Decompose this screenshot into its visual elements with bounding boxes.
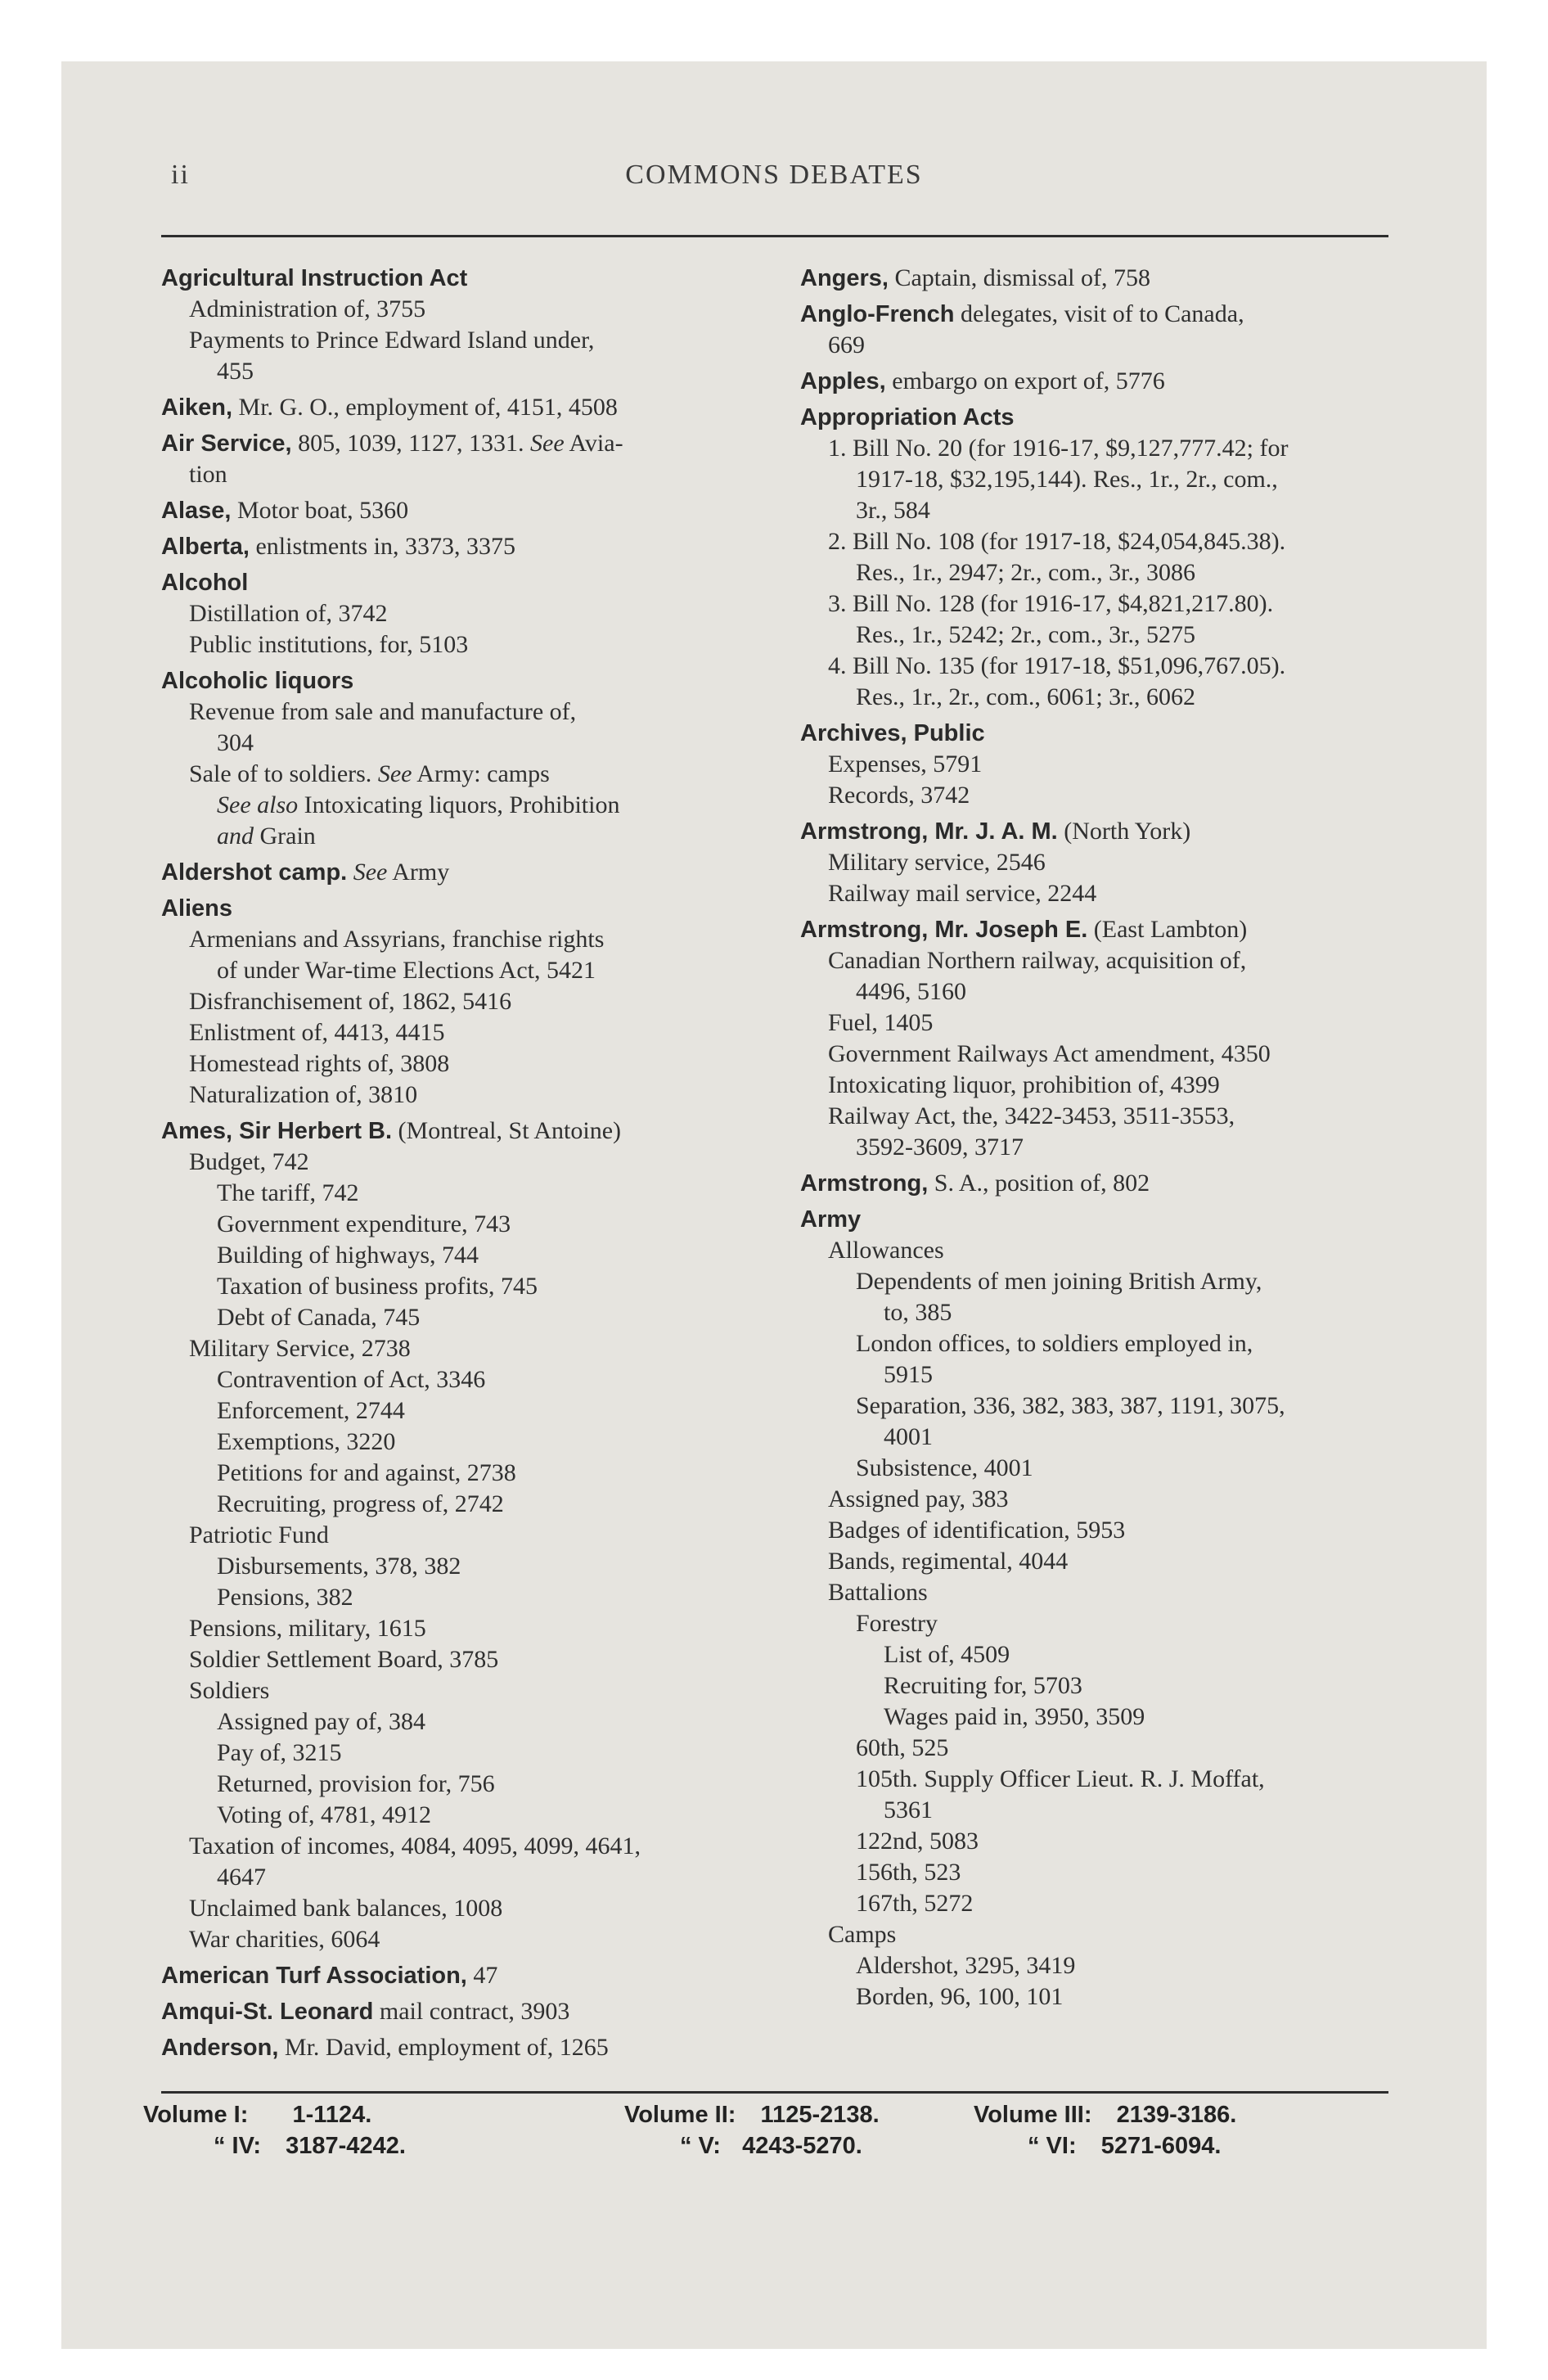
- entry-text: 669: [828, 331, 865, 358]
- index-subentry: [161, 1364, 783, 1395]
- entry-text: Revenue from sale and manufacture of,: [189, 698, 577, 725]
- entry-text: Petitions for and against, 2738: [217, 1459, 516, 1486]
- index-subentry: [800, 495, 1422, 526]
- entry-text: 156th, 523: [856, 1859, 961, 1886]
- index-subentry: [800, 1007, 1422, 1039]
- index-heading-entry: [800, 1204, 1422, 1235]
- entry-text: of under War-time Elections Act, 5421: [217, 957, 596, 984]
- entry-text: Army: [387, 859, 450, 886]
- index-subentry: [161, 1333, 783, 1364]
- index-subentry: [800, 1266, 1422, 1297]
- entry-text: 4. Bill No. 135 (for 1917-18, $51,096,767.05).: [828, 652, 1286, 679]
- heading-term: Agricultural Instruction Act: [161, 265, 468, 291]
- entry-text: 455: [217, 358, 254, 385]
- heading-term: Armstrong, Mr. Joseph E.: [800, 917, 1088, 943]
- index-subentry: [161, 1613, 783, 1644]
- index-subentry: [161, 924, 783, 955]
- index-subentry: [800, 1670, 1422, 1702]
- entry-text: Dependents of men joining British Army,: [856, 1268, 1262, 1295]
- entry-text: 3r., 584: [856, 497, 930, 524]
- entry-text: Mr. G. O., employment of, 4151, 4508: [232, 394, 618, 421]
- entry-text: 4001: [884, 1423, 933, 1450]
- volume-label: Volume I:: [143, 2102, 249, 2128]
- entry-text: 4647: [217, 1864, 266, 1891]
- entry-text: Distillation of, 3742: [189, 600, 388, 627]
- index-column-left: [161, 258, 783, 2063]
- entry-text: Government expenditure, 743: [217, 1210, 511, 1237]
- entry-text: Soldier Settlement Board, 3785: [189, 1646, 499, 1673]
- index-subentry: [800, 1359, 1422, 1391]
- scanned-page: [61, 61, 1487, 2349]
- index-subentry: [800, 1391, 1422, 1422]
- entry-text: 2. Bill No. 108 (for 1917-18, $24,054,845.38).: [828, 528, 1286, 555]
- entry-text: 805, 1039, 1127, 1331.: [291, 430, 530, 457]
- entry-text: Fuel, 1405: [828, 1009, 934, 1036]
- entry-text: Homestead rights of, 3808: [189, 1050, 450, 1077]
- index-subentry: [161, 1924, 783, 1955]
- volume-label: Volume III:: [974, 2102, 1092, 2128]
- entry-text: War charities, 6064: [189, 1926, 380, 1953]
- entry-text: The tariff, 742: [217, 1179, 359, 1206]
- entry-text: Payments to Prince Edward Island under,: [189, 327, 595, 354]
- entry-text: Exemptions, 3220: [217, 1428, 396, 1455]
- index-subentry: [800, 1577, 1422, 1608]
- entry-text: Railway Act, the, 3422-3453, 3511-3553,: [828, 1102, 1235, 1129]
- entry-text: 3. Bill No. 128 (for 1916-17, $4,821,217.80).: [828, 590, 1274, 617]
- index-subentry: [800, 1888, 1422, 1919]
- index-subentry: [161, 1738, 783, 1769]
- index-subentry: [800, 945, 1422, 976]
- entry-text: Sale of to soldiers.: [189, 760, 378, 787]
- index-subentry: [800, 1826, 1422, 1857]
- index-subentry: [800, 878, 1422, 909]
- index-subentry: [800, 1857, 1422, 1888]
- entry-text: Contravention of Act, 3346: [217, 1366, 486, 1393]
- entry-text: Patriotic Fund: [189, 1521, 329, 1548]
- index-subentry: [800, 1453, 1422, 1484]
- index-subentry: [800, 976, 1422, 1007]
- heading-term: Apples,: [800, 368, 886, 394]
- index-subentry: [161, 1458, 783, 1489]
- index-subentry: [161, 325, 783, 356]
- entry-text: mail contract, 3903: [373, 1998, 570, 2025]
- index-heading-entry: [800, 718, 1422, 749]
- entry-text: Pensions, 382: [217, 1584, 353, 1611]
- entry-text: 47: [466, 1962, 498, 1989]
- entry-text: Canadian Northern railway, acquisition of,: [828, 947, 1247, 974]
- index-subentry: [161, 1893, 783, 1924]
- index-subentry: [161, 1769, 783, 1800]
- index-heading-entry: [161, 495, 783, 526]
- entry-text: Disbursements, 378, 382: [217, 1553, 461, 1580]
- index-subentry: [800, 1101, 1422, 1132]
- heading-term: Aiken,: [161, 394, 233, 421]
- entry-text: Forestry: [856, 1610, 938, 1637]
- entry-text: Pay of, 3215: [217, 1739, 342, 1766]
- footer-item: [974, 2102, 1236, 2129]
- entry-text: 4496, 5160: [856, 978, 966, 1005]
- index-subentry: [800, 464, 1422, 495]
- index-heading-entry: [161, 665, 783, 696]
- index-heading-entry: [161, 2032, 783, 2063]
- index-subentry: [800, 1981, 1422, 2013]
- heading-term: Aliens: [161, 895, 233, 922]
- index-subentry: [161, 1862, 783, 1893]
- heading-term: Alcohol: [161, 570, 249, 596]
- volume-label: “ IV:: [214, 2133, 262, 2159]
- entry-text: Allowances: [828, 1237, 944, 1264]
- entry-text: embargo on export of, 5776: [885, 367, 1165, 394]
- entry-text: Wages paid in, 3950, 3509: [884, 1703, 1145, 1730]
- index-subentry: [161, 1240, 783, 1271]
- index-subentry: [161, 986, 783, 1017]
- index-subentry: [161, 1271, 783, 1302]
- index-subentry: [800, 1297, 1422, 1328]
- entry-text: Soldiers: [189, 1677, 270, 1704]
- heading-term: Alberta,: [161, 534, 250, 560]
- entry-text: Aldershot, 3295, 3419: [856, 1952, 1076, 1979]
- entry-text: Recruiting for, 5703: [884, 1672, 1082, 1699]
- footer-item: [214, 2133, 406, 2160]
- volume-range: 1-1124.: [292, 2102, 372, 2128]
- index-subentry: [800, 749, 1422, 780]
- heading-term: Amqui-St. Leonard: [161, 1999, 374, 2025]
- heading-term: Anglo-French: [800, 301, 955, 327]
- heading-term: Aldershot camp.: [161, 859, 348, 886]
- entry-text: Motor boat, 5360: [231, 497, 409, 524]
- entry-text: Army: camps: [412, 760, 550, 787]
- index-subentry: [161, 1706, 783, 1738]
- entry-text: 3592-3609, 3717: [856, 1134, 1024, 1161]
- entry-text: 304: [217, 729, 254, 756]
- index-subentry: [800, 1546, 1422, 1577]
- index-subentry: [161, 1147, 783, 1178]
- volume-range: 1125-2138.: [760, 2102, 880, 2128]
- entry-text: Assigned pay of, 384: [217, 1708, 425, 1735]
- entry-text: Taxation of incomes, 4084, 4095, 4099, 4641,: [189, 1832, 641, 1859]
- index-subentry: [800, 1132, 1422, 1163]
- cross-reference-see: See: [530, 430, 565, 457]
- index-subentry: [800, 1608, 1422, 1639]
- entry-text: Camps: [828, 1921, 897, 1948]
- heading-term: Air Service,: [161, 430, 292, 457]
- index-subentry: [800, 1235, 1422, 1266]
- index-subentry: [161, 1427, 783, 1458]
- entry-text: Records, 3742: [828, 782, 970, 809]
- cross-reference-see: and: [217, 823, 254, 850]
- volume-range: 3187-4242.: [286, 2133, 406, 2159]
- entry-text: Assigned pay, 383: [828, 1485, 1009, 1512]
- entry-text: London offices, to soldiers employed in,: [856, 1330, 1253, 1357]
- entry-text: (East Lambton): [1087, 916, 1248, 943]
- index-heading-entry: [161, 428, 783, 459]
- entry-text: Intoxicating liquor, prohibition of, 4399: [828, 1071, 1220, 1098]
- heading-term: Ames, Sir Herbert B.: [161, 1118, 393, 1144]
- heading-term: Appropriation Acts: [800, 404, 1015, 430]
- index-subentry: [161, 356, 783, 387]
- index-subentry: [161, 459, 783, 490]
- page-folio: ii: [171, 160, 190, 190]
- index-heading-entry: [161, 1960, 783, 1991]
- entry-text: Res., 1r., 5242; 2r., com., 3r., 5275: [856, 621, 1195, 648]
- index-heading-entry: [800, 914, 1422, 945]
- entry-text: [347, 859, 353, 886]
- index-subentry: [161, 1489, 783, 1520]
- index-subentry: [161, 728, 783, 759]
- index-subentry: [800, 526, 1422, 557]
- volume-range: 4243-5270.: [742, 2133, 862, 2159]
- index-subentry: [161, 1520, 783, 1551]
- entry-text: (Montreal, St Antoine): [392, 1117, 622, 1144]
- index-subentry: [800, 1702, 1422, 1733]
- index-subentry: [161, 1800, 783, 1831]
- index-heading-entry: [161, 531, 783, 562]
- index-subentry: [800, 847, 1422, 878]
- index-subentry: [800, 1795, 1422, 1826]
- index-subentry: [161, 955, 783, 986]
- index-heading-entry: [161, 857, 783, 888]
- entry-text: Unclaimed bank balances, 1008: [189, 1895, 503, 1922]
- footer-item: [143, 2102, 371, 2129]
- entry-text: Intoxicating liquors, Prohibition: [298, 791, 620, 818]
- entry-text: Returned, provision for, 756: [217, 1770, 495, 1797]
- index-subentry: [800, 433, 1422, 464]
- entry-text: Armenians and Assyrians, franchise rights: [189, 926, 605, 953]
- entry-text: 5915: [884, 1361, 933, 1388]
- entry-text: Naturalization of, 3810: [189, 1081, 418, 1108]
- index-heading-entry: [161, 392, 783, 423]
- heading-term: Alase,: [161, 498, 232, 524]
- index-subentry: [161, 1675, 783, 1706]
- index-heading-entry: [800, 402, 1422, 433]
- entry-text: Administration of, 3755: [189, 295, 426, 322]
- entry-text: Taxation of business profits, 745: [217, 1273, 538, 1300]
- entry-text: Captain, dismissal of, 758: [888, 264, 1150, 291]
- entry-text: Public institutions, for, 5103: [189, 631, 469, 658]
- index-heading-entry: [800, 1168, 1422, 1199]
- entry-text: Military service, 2546: [828, 849, 1046, 876]
- index-subentry: [161, 1048, 783, 1080]
- entry-text: Enlistment of, 4413, 4415: [189, 1019, 445, 1046]
- index-subentry: [800, 1328, 1422, 1359]
- heading-term: Armstrong, Mr. J. A. M.: [800, 818, 1058, 845]
- index-subentry: [800, 1733, 1422, 1764]
- volume-label: Volume II:: [624, 2102, 736, 2128]
- entry-text: Borden, 96, 100, 101: [856, 1983, 1064, 2010]
- entry-text: (North York): [1057, 818, 1191, 845]
- entry-text: Res., 1r., 2947; 2r., com., 3r., 3086: [856, 559, 1195, 586]
- index-subentry: [161, 1209, 783, 1240]
- page-header: [61, 160, 1487, 201]
- heading-term: Army: [800, 1206, 862, 1233]
- heading-term: Archives, Public: [800, 720, 985, 746]
- index-heading-entry: [161, 263, 783, 294]
- entry-text: Military Service, 2738: [189, 1335, 411, 1362]
- entry-text: Voting of, 4781, 4912: [217, 1801, 431, 1828]
- index-subentry: [161, 1831, 783, 1862]
- page-title: COMMONS DEBATES: [625, 160, 923, 190]
- entry-text: to, 385: [884, 1299, 952, 1326]
- index-subentry: [800, 620, 1422, 651]
- entry-text: delegates, visit of to Canada,: [954, 300, 1244, 327]
- entry-text: Enforcement, 2744: [217, 1397, 405, 1424]
- header-rule: [161, 235, 1388, 237]
- index-subentry: [161, 1302, 783, 1333]
- entry-text: 5361: [884, 1796, 933, 1823]
- index-subentry: [161, 1080, 783, 1111]
- index-subentry: [161, 294, 783, 325]
- entry-text: 60th, 525: [856, 1734, 949, 1761]
- index-subentry: [161, 696, 783, 728]
- entry-text: Bands, regimental, 4044: [828, 1548, 1069, 1575]
- volume-label: “ V:: [680, 2133, 721, 2159]
- index-subentry: [800, 1950, 1422, 1981]
- index-heading-entry: [800, 299, 1422, 330]
- index-subentry: [800, 588, 1422, 620]
- cross-reference-see: See: [353, 859, 388, 886]
- index-subentry: [800, 682, 1422, 713]
- cross-reference-see: See: [377, 760, 412, 787]
- entry-text: Expenses, 5791: [828, 751, 983, 778]
- index-subentry: [800, 1484, 1422, 1515]
- index-heading-entry: [800, 816, 1422, 847]
- heading-term: Angers,: [800, 265, 889, 291]
- entry-text: Separation, 336, 382, 383, 387, 1191, 3075,: [856, 1392, 1285, 1419]
- volume-range: 5271-6094.: [1100, 2133, 1222, 2159]
- index-subentry: [161, 629, 783, 660]
- entry-text: Budget, 742: [189, 1148, 309, 1175]
- entry-text: Badges of identification, 5953: [828, 1517, 1126, 1544]
- footer-rule: [161, 2091, 1388, 2094]
- index-heading-entry: [161, 1996, 783, 2027]
- index-subentry: [161, 1017, 783, 1048]
- index-subentry: [800, 330, 1422, 361]
- heading-term: Alcoholic liquors: [161, 668, 354, 694]
- index-subentry: [800, 557, 1422, 588]
- index-subentry: [161, 821, 783, 852]
- index-subentry: [800, 1764, 1422, 1795]
- entry-text: 1. Bill No. 20 (for 1916-17, $9,127,777.42; for: [828, 435, 1289, 462]
- entry-text: Recruiting, progress of, 2742: [217, 1490, 504, 1517]
- index-subentry: [800, 1919, 1422, 1950]
- entry-text: Pensions, military, 1615: [189, 1615, 426, 1642]
- index-heading-entry: [161, 1116, 783, 1147]
- index-subentry: [800, 1070, 1422, 1101]
- index-heading-entry: [800, 366, 1422, 397]
- entry-text: List of, 4509: [884, 1641, 1010, 1668]
- entry-text: Disfranchisement of, 1862, 5416: [189, 988, 512, 1015]
- index-subentry: [161, 790, 783, 821]
- entry-text: Government Railways Act amendment, 4350: [828, 1040, 1271, 1067]
- index-heading-entry: [161, 893, 783, 924]
- entry-text: Mr. David, employment of, 1265: [278, 2034, 609, 2061]
- volume-range: 2139-3186.: [1116, 2102, 1237, 2128]
- index-heading-entry: [800, 263, 1422, 294]
- heading-term: Anderson,: [161, 2035, 279, 2061]
- footer-item: [1028, 2133, 1222, 2160]
- entry-text: 105th. Supply Officer Lieut. R. J. Moffat,: [856, 1765, 1265, 1792]
- entry-text: 167th, 5272: [856, 1890, 974, 1917]
- entry-text: Debt of Canada, 745: [217, 1304, 421, 1331]
- entry-text: tion: [189, 461, 227, 488]
- index-heading-entry: [161, 567, 783, 598]
- heading-term: Armstrong,: [800, 1170, 929, 1197]
- index-subentry: [161, 759, 783, 790]
- index-subentry: [800, 1639, 1422, 1670]
- index-subentry: [161, 1551, 783, 1582]
- index-column-right: [800, 258, 1422, 2013]
- index-subentry: [161, 1644, 783, 1675]
- entry-text: Subsistence, 4001: [856, 1454, 1033, 1481]
- index-subentry: [800, 1422, 1422, 1453]
- entry-text: Avia-: [564, 430, 623, 457]
- index-subentry: [161, 1395, 783, 1427]
- entry-text: Building of highways, 744: [217, 1242, 479, 1269]
- entry-text: enlistments in, 3373, 3375: [249, 533, 515, 560]
- heading-term: American Turf Association,: [161, 1963, 467, 1989]
- volume-label: “ VI:: [1028, 2133, 1077, 2159]
- footer-item: [680, 2133, 862, 2160]
- entry-text: 122nd, 5083: [856, 1828, 979, 1855]
- entry-text: Railway mail service, 2244: [828, 880, 1097, 907]
- index-subentry: [800, 780, 1422, 811]
- index-subentry: [800, 651, 1422, 682]
- entry-text: Res., 1r., 2r., com., 6061; 3r., 6062: [856, 683, 1195, 710]
- index-subentry: [161, 1582, 783, 1613]
- cross-reference-see: See also: [217, 791, 299, 818]
- index-subentry: [161, 598, 783, 629]
- index-subentry: [161, 1178, 783, 1209]
- index-subentry: [800, 1039, 1422, 1070]
- entry-text: 1917-18, $32,195,144). Res., 1r., 2r., com.,: [856, 466, 1278, 493]
- entry-text: S. A., position of, 802: [928, 1170, 1150, 1197]
- footer-item: [624, 2102, 880, 2129]
- entry-text: Battalions: [828, 1579, 928, 1606]
- index-subentry: [800, 1515, 1422, 1546]
- entry-text: Grain: [254, 823, 316, 850]
